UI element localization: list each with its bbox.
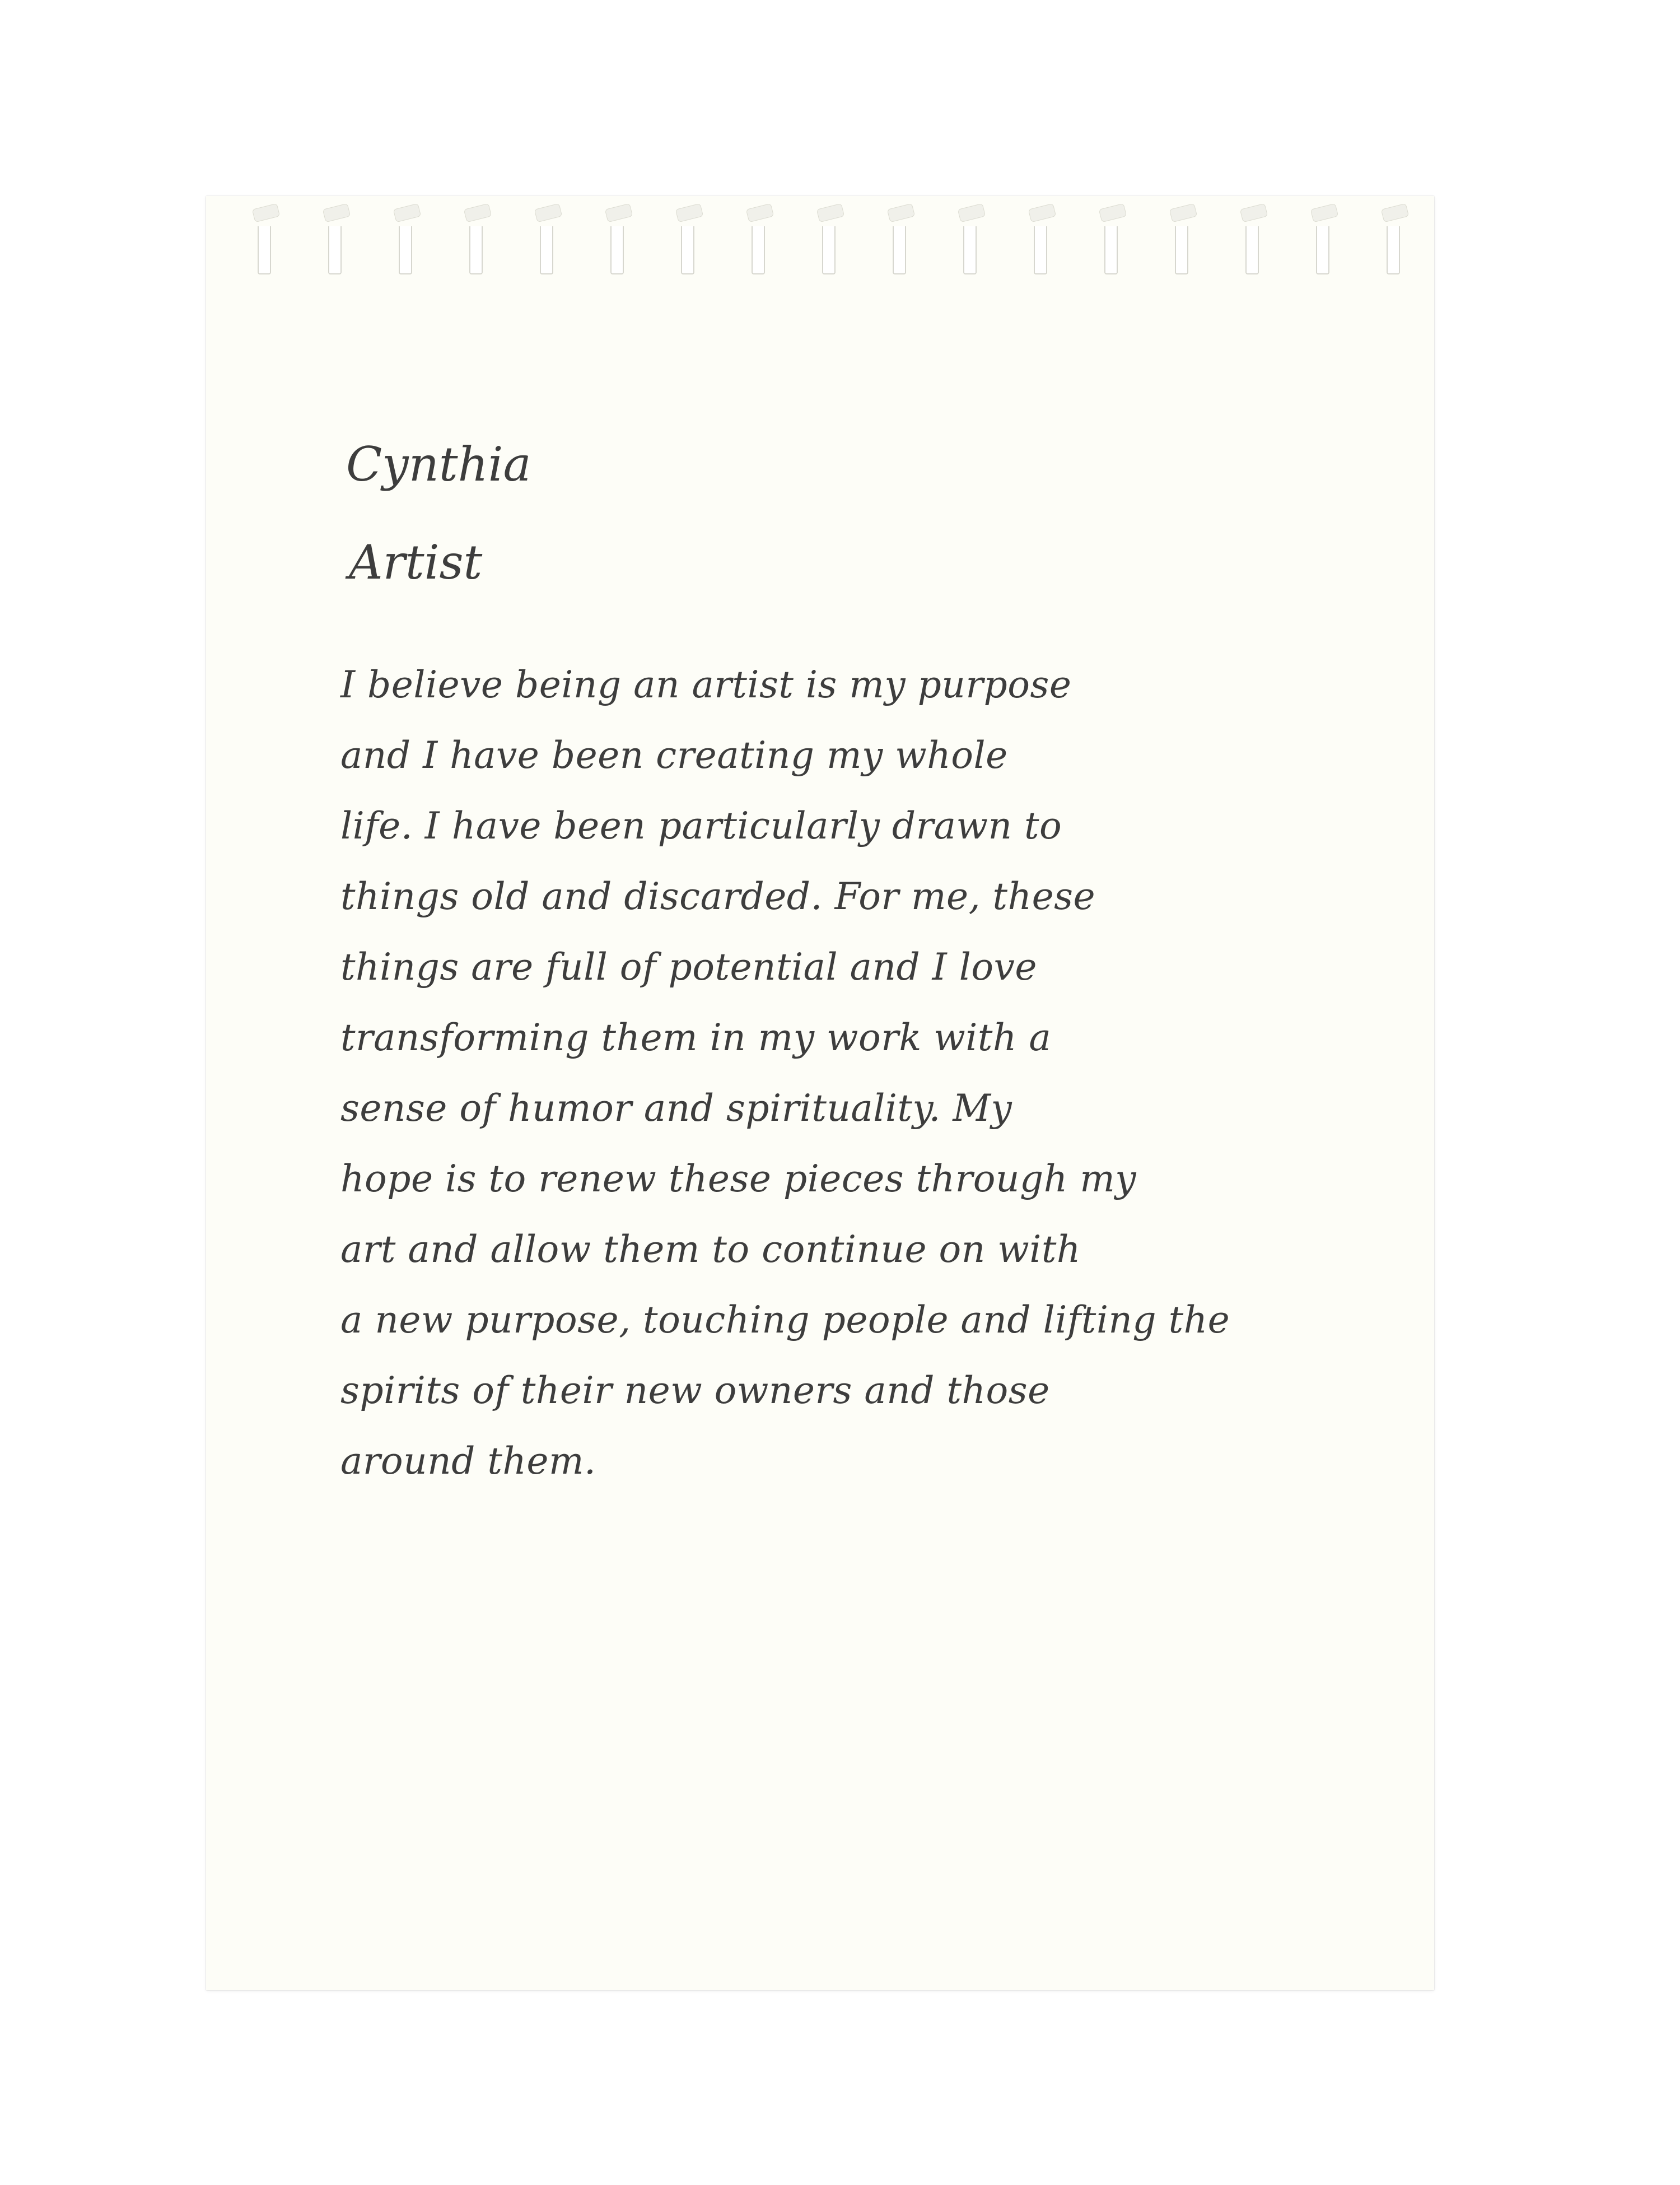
perforation-hole — [1387, 226, 1400, 274]
statement-line: things are full of potential and I love — [340, 945, 1037, 989]
perforation-hole — [258, 226, 271, 274]
perforation-hole — [399, 226, 412, 274]
perforation-hole — [963, 226, 977, 274]
author-title: Artist — [349, 535, 483, 590]
statement-line: I believe being an artist is my purpose — [340, 663, 1072, 706]
perforation-hole — [540, 226, 553, 274]
statement-line: around them. — [340, 1439, 596, 1483]
statement-line: life. I have been particularly drawn to — [340, 804, 1062, 847]
statement-line: hope is to renew these pieces through my — [340, 1157, 1137, 1200]
author-name: Cynthia — [346, 437, 531, 492]
perforation-hole — [1175, 226, 1188, 274]
perforation-hole — [610, 226, 624, 274]
statement-line: a new purpose, touching people and lifting the — [340, 1298, 1230, 1341]
statement-line: spirits of their new owners and those — [340, 1369, 1050, 1412]
statement-line: things old and discarded. For me, these — [340, 875, 1096, 918]
perforation-hole — [469, 226, 483, 274]
notepad-sheet — [206, 196, 1434, 1990]
perforation-hole — [1316, 226, 1329, 274]
perforation-hole — [1245, 226, 1259, 274]
statement-line: art and allow them to continue on with — [340, 1228, 1081, 1271]
perforation-hole — [328, 226, 342, 274]
perforation-hole — [681, 226, 694, 274]
perforation-hole — [1104, 226, 1118, 274]
spiral-perforation-strip — [206, 196, 1434, 286]
perforation-hole — [822, 226, 836, 274]
perforation-hole — [1034, 226, 1047, 274]
statement-line: transforming them in my work with a — [340, 1016, 1052, 1059]
handwritten-statement — [340, 650, 1230, 1497]
statement-line: and I have been creating my whole — [340, 734, 1008, 777]
perforation-hole — [752, 226, 765, 274]
statement-line: sense of humor and spirituality. My — [340, 1087, 1012, 1130]
perforation-hole — [893, 226, 906, 274]
